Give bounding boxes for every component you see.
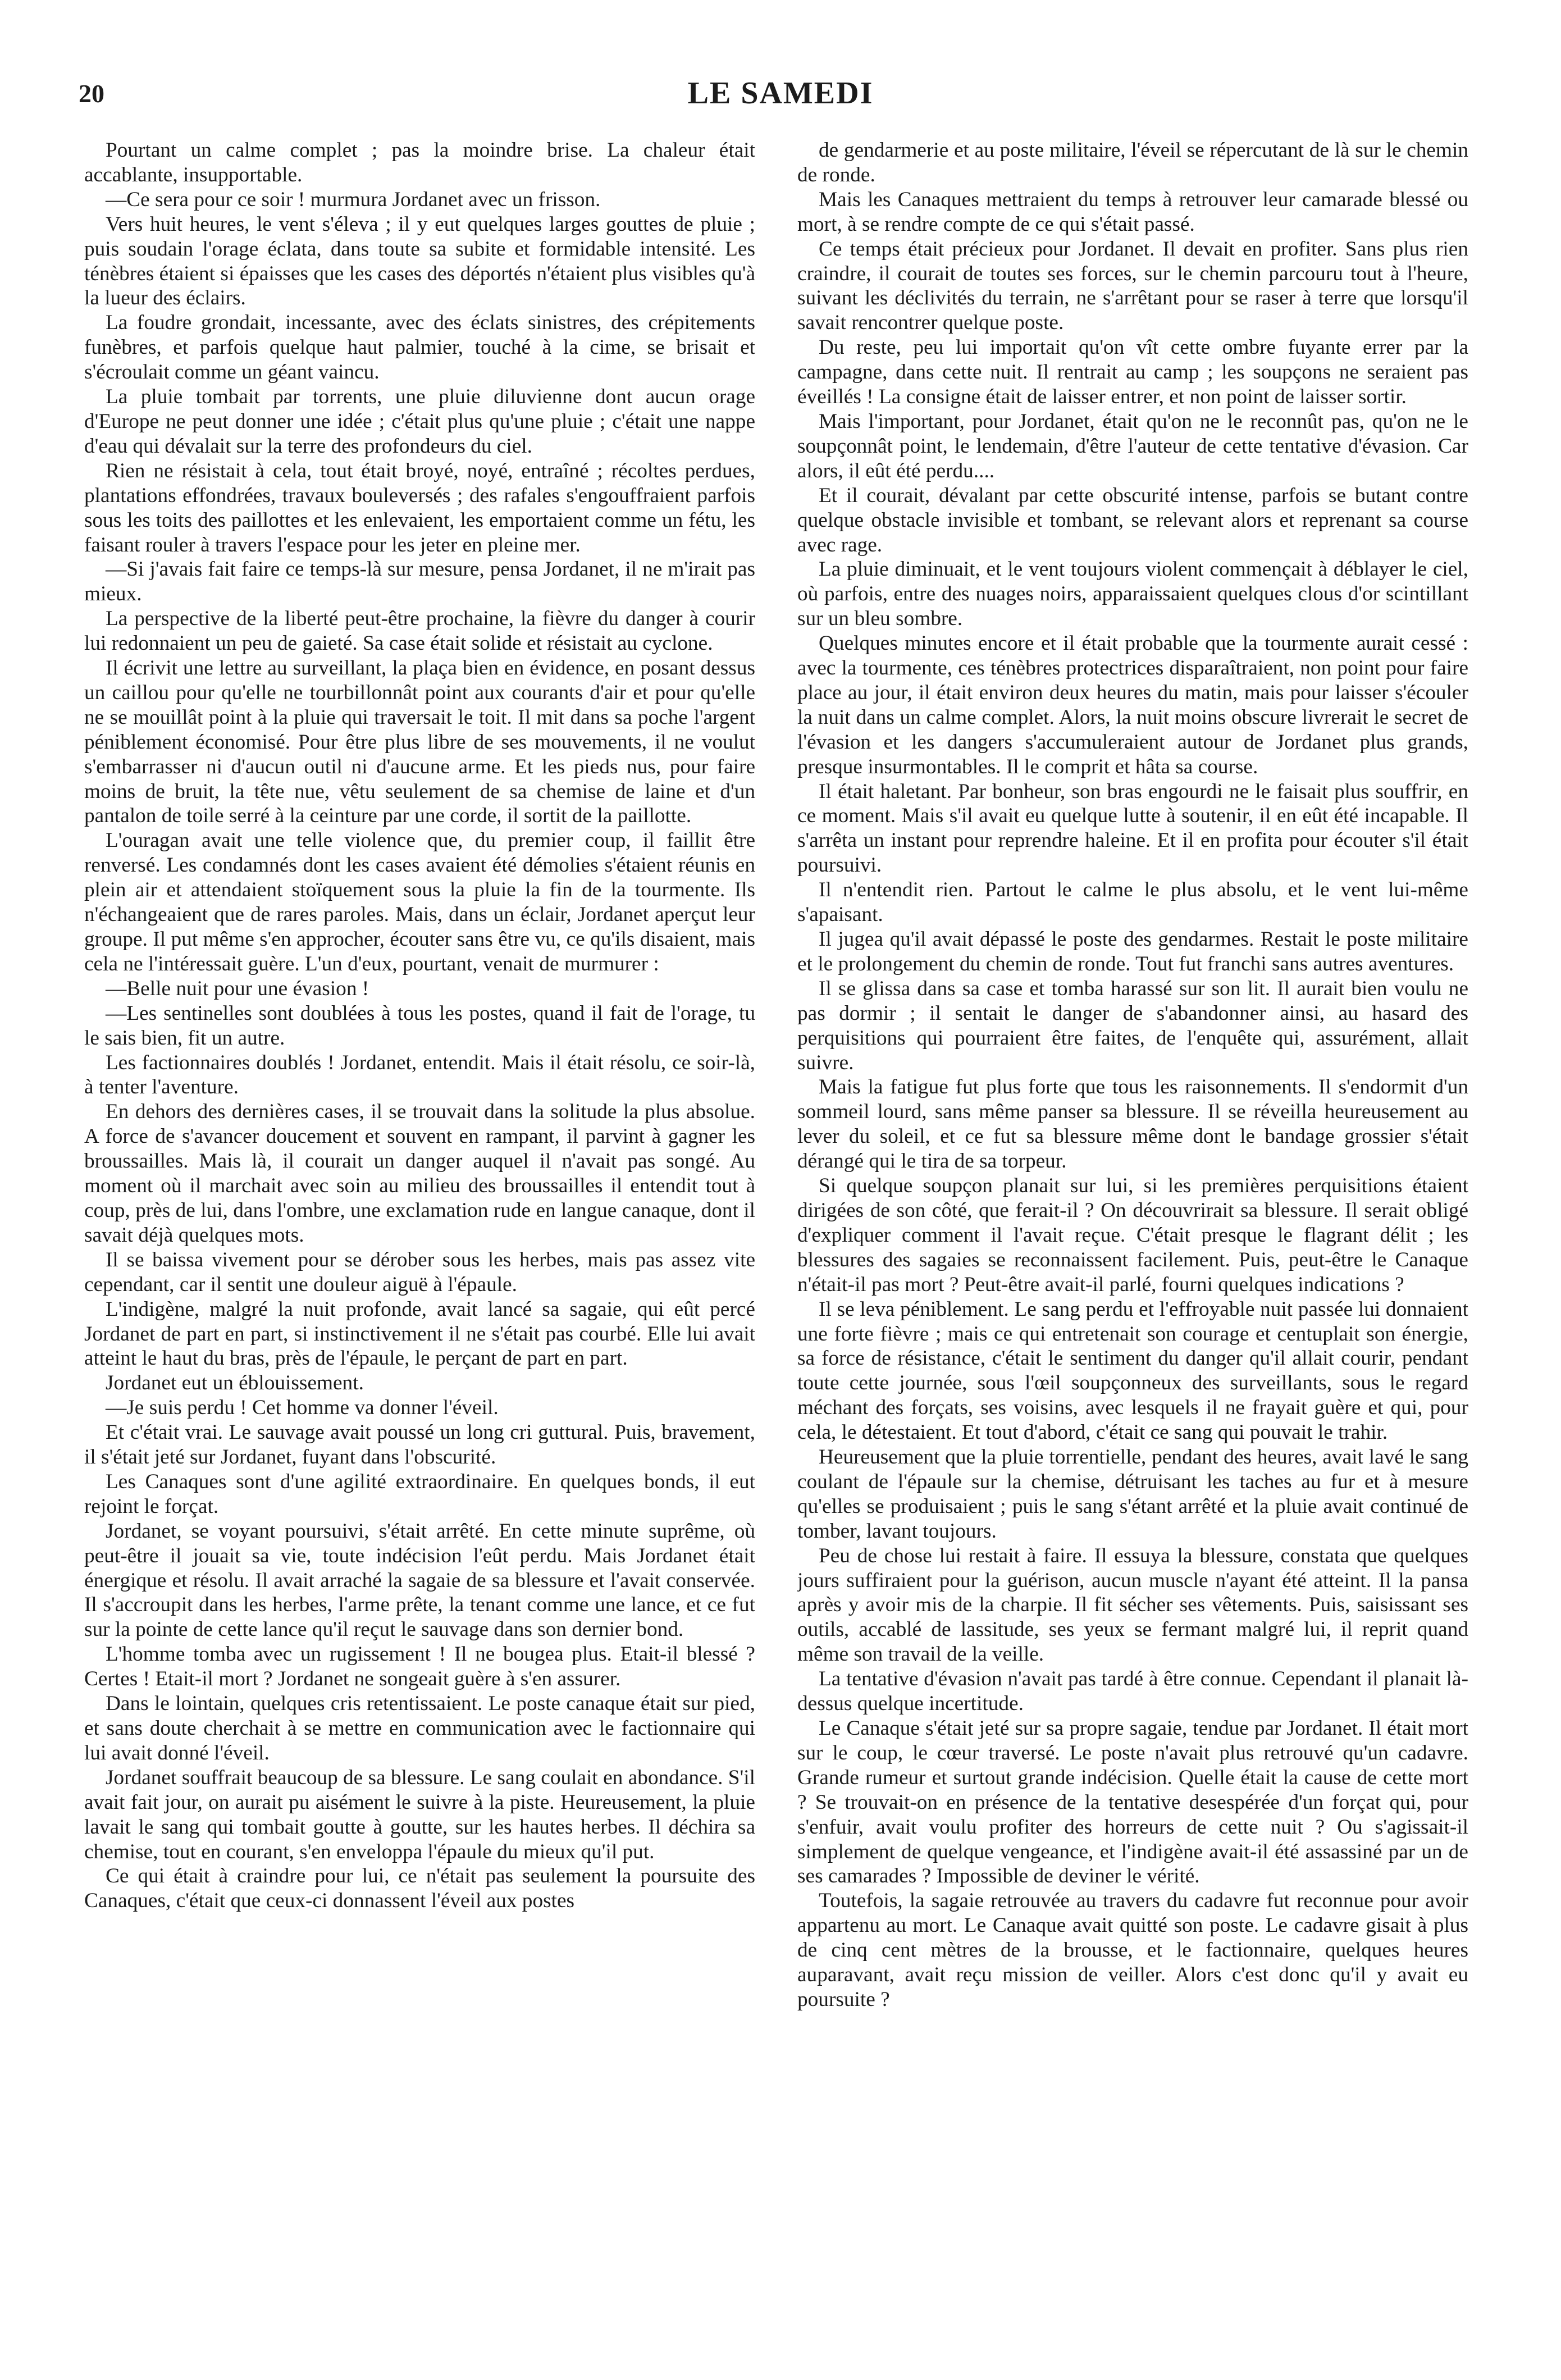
page-header [0, 67, 1561, 112]
left-column [84, 138, 755, 2346]
paragraph: En dehors des dernières cases, il se trouvait dans la solitude la plus absolue. A force de s'avancer doucement et souvent en rampant, il parvint à gagner les broussailles. Mais là, il courait un danger auquel il n'avait pas songé. Au moment où il marchait avec soin au milieu des broussailles il entendit tout à coup, près de lui, dans l'ombre, une exclamation rude en langue canaque, dont il savait déjà quelques mots. [84, 1100, 755, 1247]
paragraph: L'homme tomba avec un rugissement ! Il ne bougea plus. Etait-il blessé ? Certes ! Etait-il mort ? Jordanet ne songeait guère à s'en assurer. [84, 1643, 755, 1691]
paragraph: —Si j'avais fait faire ce temps-là sur mesure, pensa Jordanet, il ne m'irait pas mieux. [84, 558, 755, 606]
paragraph: Et il courait, dévalant par cette obscurité intense, parfois se butant contre quelque obstacle invisible et tombant, se relevant alors et reprenant sa course avec rage. [797, 484, 1468, 557]
paragraph: Jordanet souffrait beaucoup de sa blessure. Le sang coulait en abondance. S'il avait fait jour, on aurait pu aisément le suivre à la piste. Heureusement, la pluie lavait le sang qui tombait goutte à goutte, sur les hautes herbes. Il déchira sa chemise, tout en courant, s'en enveloppa l'épaule du mieux qu'il put. [84, 1766, 755, 1863]
paragraph: Ce qui était à craindre pour lui, ce n'était pas seulement la poursuite des Canaques, c'était que ceux-ci donnassent l'éveil aux postes [84, 1864, 755, 1913]
paragraph: Le Canaque s'était jeté sur sa propre sagaie, tendue par Jordanet. Il était mort sur le coup, le cœur traversé. Le poste n'avait plus retrouvé qu'un cadavre. Grande rumeur et surtout grande indécision. Quelle était la cause de cette mort ? Se trouvait-on en présence de la tentative desespérée d'un forçat qui, pour s'enfuir, avait voulu profiter des horreurs de cette nuit ? Ou s'agissait-il simplement de quelque vengeance, et l'indigène avait-il été assassiné par un de ses camarades ? Impossible de deviner le vérité. [797, 1717, 1468, 1888]
paragraph: de gendarmerie et au poste militaire, l'éveil se répercutant de là sur le chemin de ronde. [797, 139, 1468, 186]
paragraph: Vers huit heures, le vent s'éleva ; il y eut quelques larges gouttes de pluie ; puis soudain l'orage éclata, dans toute sa subite et formidable intensité. Les ténèbres étaient si épaisses que les cases des déportés n'étaient plus visibles qu'à la lueur des éclairs. [84, 212, 755, 310]
paragraph: Du reste, peu lui importait qu'on vît cette ombre fuyante errer par la campagne, dans cette nuit. Il rentrait au camp ; les soupçons ne seraient pas éveillés ! La consigne était de laisser entrer, et non point de laisser sortir. [797, 336, 1468, 409]
paragraph: Si quelque soupçon planait sur lui, si les premières perquisitions étaient dirigées de son côté, que ferait-il ? On découvrirait sa blessure. Il serait obligé d'expliquer comment il l'avait reçue. C'était presque le flagrant délit ; les blessures des sagaies se reconnaissent facilement. Puis, peut-être le Canaque n'était-il pas mort ? Peut-être avait-il parlé, fourni quelques indications ? [797, 1174, 1468, 1296]
paragraph: Dans le lointain, quelques cris retentissaient. Le poste canaque était sur pied, et sans doute cherchait à se mettre en communication avec le factionnaire qui lui avait donné l'éveil. [84, 1692, 755, 1765]
paragraph: Jordanet eut un éblouissement. [106, 1371, 364, 1395]
paragraph: Ce temps était précieux pour Jordanet. Il devait en profiter. Sans plus rien craindre, il courait de toutes ses forces, sur le chemin parcouru tout à l'heure, suivant les déclivités du terrain, ne s'arrêtant pour se raser à terre que lorsqu'il savait rencontrer quelque poste. [797, 237, 1468, 335]
paragraph: La foudre grondait, incessante, avec des éclats sinistres, des crépitements funèbres, et parfois quelque haut palmier, touché à la cime, se brisait et s'écroulait comme un géant vaincu. [84, 311, 755, 384]
paragraph: La pluie tombait par torrents, une pluie diluvienne dont aucun orage d'Europe ne peut donner une idée ; c'était plus qu'une pluie ; c'était une nappe d'eau qui dévalait sur la terre des profondeurs du ciel. [84, 385, 755, 458]
paragraph: La tentative d'évasion n'avait pas tardé à être connue. Cependant il planait là-dessus quelque incertitude. [797, 1667, 1468, 1716]
paragraph: Il se glissa dans sa case et tomba harassé sur son lit. Il aurait bien voulu ne pas dormir ; il sentait le danger de s'abandonner ainsi, au hasard des perquisitions qui pourraient être faites, de l'enquête qui, assurément, allait suivre. [797, 977, 1468, 1074]
paragraph: Rien ne résistait à cela, tout était broyé, noyé, entraîné ; récoltes perdues, plantations effondrées, travaux bouleversés ; des rafales s'engouffraient parfois sous les toits des paillottes et les enlevaient, les emportaient comme un fétu, les faisant rouler à travers l'espace pour les jeter en pleine mer. [84, 459, 755, 557]
paragraph: —Je suis perdu ! Cet homme va donner l'éveil. [106, 1396, 499, 1420]
page-number: 20 [79, 79, 104, 108]
paragraph: Il écrivit une lettre au surveillant, la plaça bien en évidence, en posant dessus un caillou pour qu'elle ne tourbillonnât point aux courants d'air et pour qu'elle ne se mouillât point à la pluie qui traversait le toit. Il mit dans sa poche l'argent péniblement économisé. Pour être plus libre de ses mouvements, il ne voulut s'embarrasser ni d'aucun outil ni d'aucune arme. Et les pieds nus, pour faire moins de bruit, la tête nue, vêtu seulement de sa chemise de laine et d'un pantalon de toile serré à la ceinture par une corde, il sortit de la paillotte. [84, 656, 755, 828]
paragraph: Il se baissa vivement pour se dérober sous les herbes, mais pas assez vite cependant, car il sentit une douleur aiguë à l'épaule. [84, 1248, 755, 1296]
paragraph: Mais l'important, pour Jordanet, était qu'on ne le reconnût pas, qu'on ne le soupçonnât point, le lendemain, d'être l'auteur de cette tentative d'évasion. Car alors, il eût été perdu.... [797, 409, 1468, 482]
paragraph: Jordanet, se voyant poursuivi, s'était arrêté. En cette minute suprême, où peut-être il jouait sa vie, toute indécision l'eût perdu. Mais Jordanet était énergique et résolu. Il avait arraché la sagaie de sa blessure et l'avait conservée. Il s'accroupit dans les herbes, l'arme prête, la tenant comme une lance, et ce fut sur la pointe de cette lance qu'il reçut le sauvage dans son dernier bond. [84, 1519, 755, 1642]
paragraph: L'indigène, malgré la nuit profonde, avait lancé sa sagaie, qui eût percé Jordanet de part en part, si instinctivement il ne s'était pas courbé. Elle lui avait atteint le haut du bras, près de l'épaule, le perçant de part en part. [84, 1297, 755, 1370]
paragraph: —Belle nuit pour une évasion ! [106, 977, 369, 1000]
paragraph: Et c'était vrai. Le sauvage avait poussé un long cri guttural. Puis, bravement, il s'était jeté sur Jordanet, fuyant dans l'obscurité. [84, 1421, 755, 1469]
paragraph: Il était haletant. Par bonheur, son bras engourdi ne le faisait plus souffrir, en ce moment. Mais s'il avait eu quelque lutte à soutenir, il en eût été incapable. Il s'arrêta un instant pour reprendre haleine. Et il en profita pour écouter s'il était poursuivi. [797, 779, 1468, 877]
paragraph: Pourtant un calme complet ; pas la moindre brise. La chaleur était accablante, insupportable. [84, 139, 755, 186]
paragraph: La pluie diminuait, et le vent toujours violent commençait à déblayer le ciel, où parfois, entre des nuages noirs, apparaissaient quelques clous d'or scintillant sur un bleu sombre. [797, 558, 1468, 631]
paragraph: Mais la fatigue fut plus forte que tous les raisonnements. Il s'endormit d'un sommeil lourd, sans même panser sa blessure. Il se réveilla heureusement au lever du soleil, et ce fut sa blessure même dont le bandage grossier s'était dérangé qui le tira de sa torpeur. [797, 1075, 1468, 1173]
paragraph: La perspective de la liberté peut-être prochaine, la fièvre du danger à courir lui redonnaient un peu de gaieté. Sa case était solide et résistait au cyclone. [84, 607, 755, 655]
paragraph: Quelques minutes encore et il était probable que la tourmente aurait cessé : avec la tourmente, ces ténèbres protectrices disparaîtraient, non point pour faire place au jour, il était environ deux heures du matin, mais pour laisser s'écouler la nuit dans un calme complet. Alors, la nuit moins obscure livrerait le secret de l'évasion et les dangers s'accumuleraient autour de Jordanet plus grands, presque insurmontables. Il le comprit et hâta sa course. [797, 632, 1468, 778]
paragraph: Mais les Canaques mettraient du temps à retrouver leur camarade blessé ou mort, à se rendre compte de ce qui s'était passé. [797, 188, 1468, 236]
paragraph: Il jugea qu'il avait dépassé le poste des gendarmes. Restait le poste militaire et le prolongement du chemin de ronde. Tout fut franchi sans autres aventures. [797, 928, 1468, 975]
journal-title: LE SAMEDI [687, 76, 874, 111]
paragraph: —Les sentinelles sont doublées à tous les postes, quand il fait de l'orage, tu le sais bien, fit un autre. [84, 1001, 755, 1050]
paragraph: —Ce sera pour ce soir ! murmura Jordanet avec un frisson. [106, 188, 601, 211]
paragraph: Il se leva péniblement. Le sang perdu et l'effroyable nuit passée lui donnaient une forte fièvre ; mais ce qui entretenait son courage et centuplait son énergie, sa force de résistance, c'était le sentiment du danger qu'il allait courir, pendant toute cette journée, sous l'œil soupçonneux des surveillants, sous le regard méchant des forçats, ses voisins, avec lesquels il ne frayait guère et qui, pour cela, le détestaient. Et tout d'abord, c'était ce sang qui pouvait le trahir. [797, 1297, 1468, 1444]
paragraph: Toutefois, la sagaie retrouvée au travers du cadavre fut reconnue pour avoir appartenu au mort. Le Canaque avait quitté son poste. Le cadavre gisait à plus de cinq cent mètres de la brousse, et le factionnaire, quelques heures auparavant, avait reçu mission de veiller. Alors c'est donc qu'il y avait eu poursuite ? [797, 1889, 1468, 2011]
paragraph: L'ouragan avait une telle violence que, du premier coup, il faillit être renversé. Les condamnés dont les cases avaient été démolies s'étaient réunis en plein air et attendaient stoïquement sous la pluie la fin de la tourmente. Ils n'échangeaient que de rares paroles. Mais, dans un éclair, Jordanet aperçut leur groupe. Il put même s'en approcher, écouter sans être vu, ce qu'ils disaient, mais cela ne l'intéressait guère. L'un d'eux, pourtant, venait de murmurer : [84, 829, 755, 975]
paragraph: Heureusement que la pluie torrentielle, pendant des heures, avait lavé le sang coulant de l'épaule sur la chemise, détruisant les taches au fur et à mesure qu'elles se produisaient ; puis le sang s'étant arrêté et la pluie avait continué de tomber, lavant toujours. [797, 1446, 1468, 1543]
paragraph: Il n'entendit rien. Partout le calme le plus absolu, et le vent lui-même s'apaisant. [797, 878, 1468, 927]
right-column [797, 138, 1468, 2346]
paragraph: Peu de chose lui restait à faire. Il essuya la blessure, constata que quelques jours suffiraient pour la guérison, aucun muscle n'ayant été atteint. Il la pansa après y avoir mis de la charpie. Il fit sécher ses vêtements. Puis, saisissant ses outils, accablé de lassitude, ses yeux se fermant malgré lui, il reprit quand même son travail de la veille. [797, 1544, 1468, 1666]
paragraph: Les factionnaires doublés ! Jordanet, entendit. Mais il était résolu, ce soir-là, à tenter l'aventure. [84, 1051, 755, 1099]
paragraph: Les Canaques sont d'une agilité extraordinaire. En quelques bonds, il eut rejoint le forçat. [84, 1470, 755, 1518]
